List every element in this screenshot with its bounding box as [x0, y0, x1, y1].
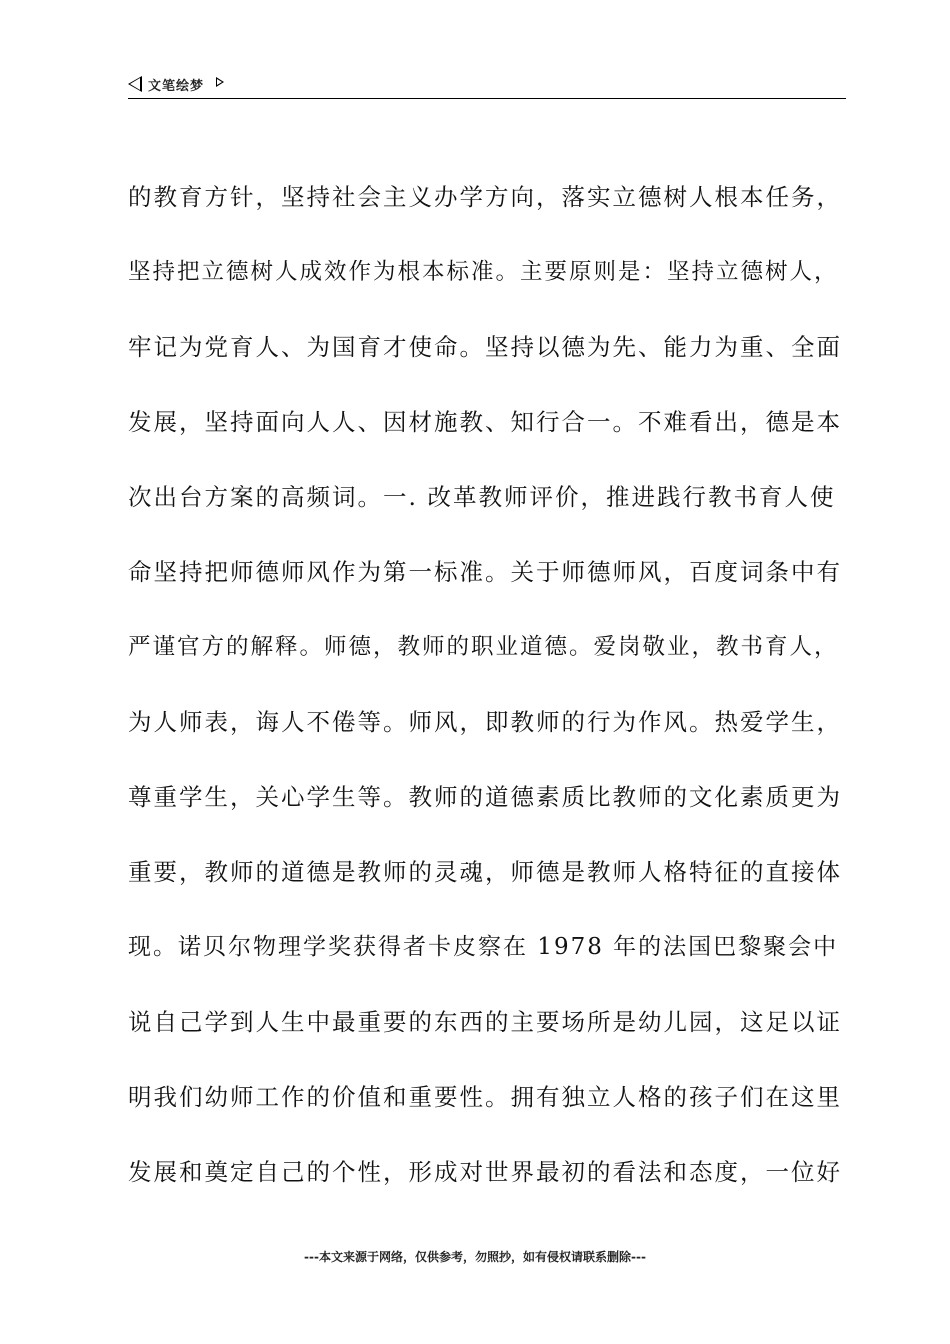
right-triangle-icon — [216, 77, 224, 87]
body-line-text: 严谨官方的解释。师德，教师的职业道德。爱岗敬业，教书育人， — [128, 634, 839, 660]
body-line — [128, 472, 858, 547]
body-line — [128, 922, 858, 997]
body-line — [128, 1147, 858, 1222]
body-line — [128, 397, 858, 472]
body-line — [128, 1072, 858, 1147]
body-line-text: 的教育方针，坚持社会主义办学方向，落实立德树人根本任务， — [128, 183, 842, 211]
header-title: 文笔绘梦 — [148, 79, 205, 94]
body-line-text: 现。诺贝尔物理学奖获得者卡皮察在 1978 年的法国巴黎聚会中 — [128, 934, 839, 960]
body-line-text: 明我们幼师工作的价值和重要性。拥有独立人格的孩子们在这里 — [128, 1083, 842, 1111]
body-line-text: 尊重学生，关心学生等。教师的道德素质比教师的文化素质更为 — [128, 783, 842, 811]
body-line — [128, 772, 858, 847]
body-line — [128, 322, 858, 397]
left-triangle-icon — [128, 76, 142, 92]
body-line — [128, 547, 858, 622]
body-line-text: 重要，教师的道德是教师的灵魂，师德是教师人格特征的直接体 — [128, 858, 842, 886]
body-line — [128, 172, 858, 247]
body-line — [128, 997, 858, 1072]
body-line — [128, 622, 858, 697]
body-line — [128, 247, 858, 322]
body-line-text: 发展，坚持面向人人、因材施教、知行合一。不难看出，德是本 — [128, 408, 842, 436]
page-footer: ---本文来源于网络，仅供参考，勿照抄，如有侵权请联系删除--- — [304, 1250, 646, 1264]
page-header — [128, 70, 846, 99]
body-line — [128, 847, 858, 922]
document-body — [128, 172, 858, 1222]
body-line-text: 命坚持把师德师风作为第一标准。关于师德师风，百度词条中有 — [128, 558, 842, 586]
body-line-text: 发展和奠定自己的个性，形成对世界最初的看法和态度，一位好 — [128, 1158, 842, 1186]
body-line-text: 坚持把立德树人成效作为根本标准。主要原则是：坚持立德树人， — [128, 259, 839, 285]
body-line-text: 次出台方案的高频词。一. 改革教师评价，推进践行教书育人使 — [128, 483, 836, 511]
body-line — [128, 697, 858, 772]
body-line-text: 为人师表，诲人不倦等。师风，即教师的行为作风。热爱学生， — [128, 708, 842, 736]
body-line-text: 牢记为党育人、为国育才使命。坚持以德为先、能力为重、全面 — [128, 333, 842, 361]
body-line-text: 说自己学到人生中最重要的东西的主要场所是幼儿园，这足以证 — [128, 1008, 842, 1036]
